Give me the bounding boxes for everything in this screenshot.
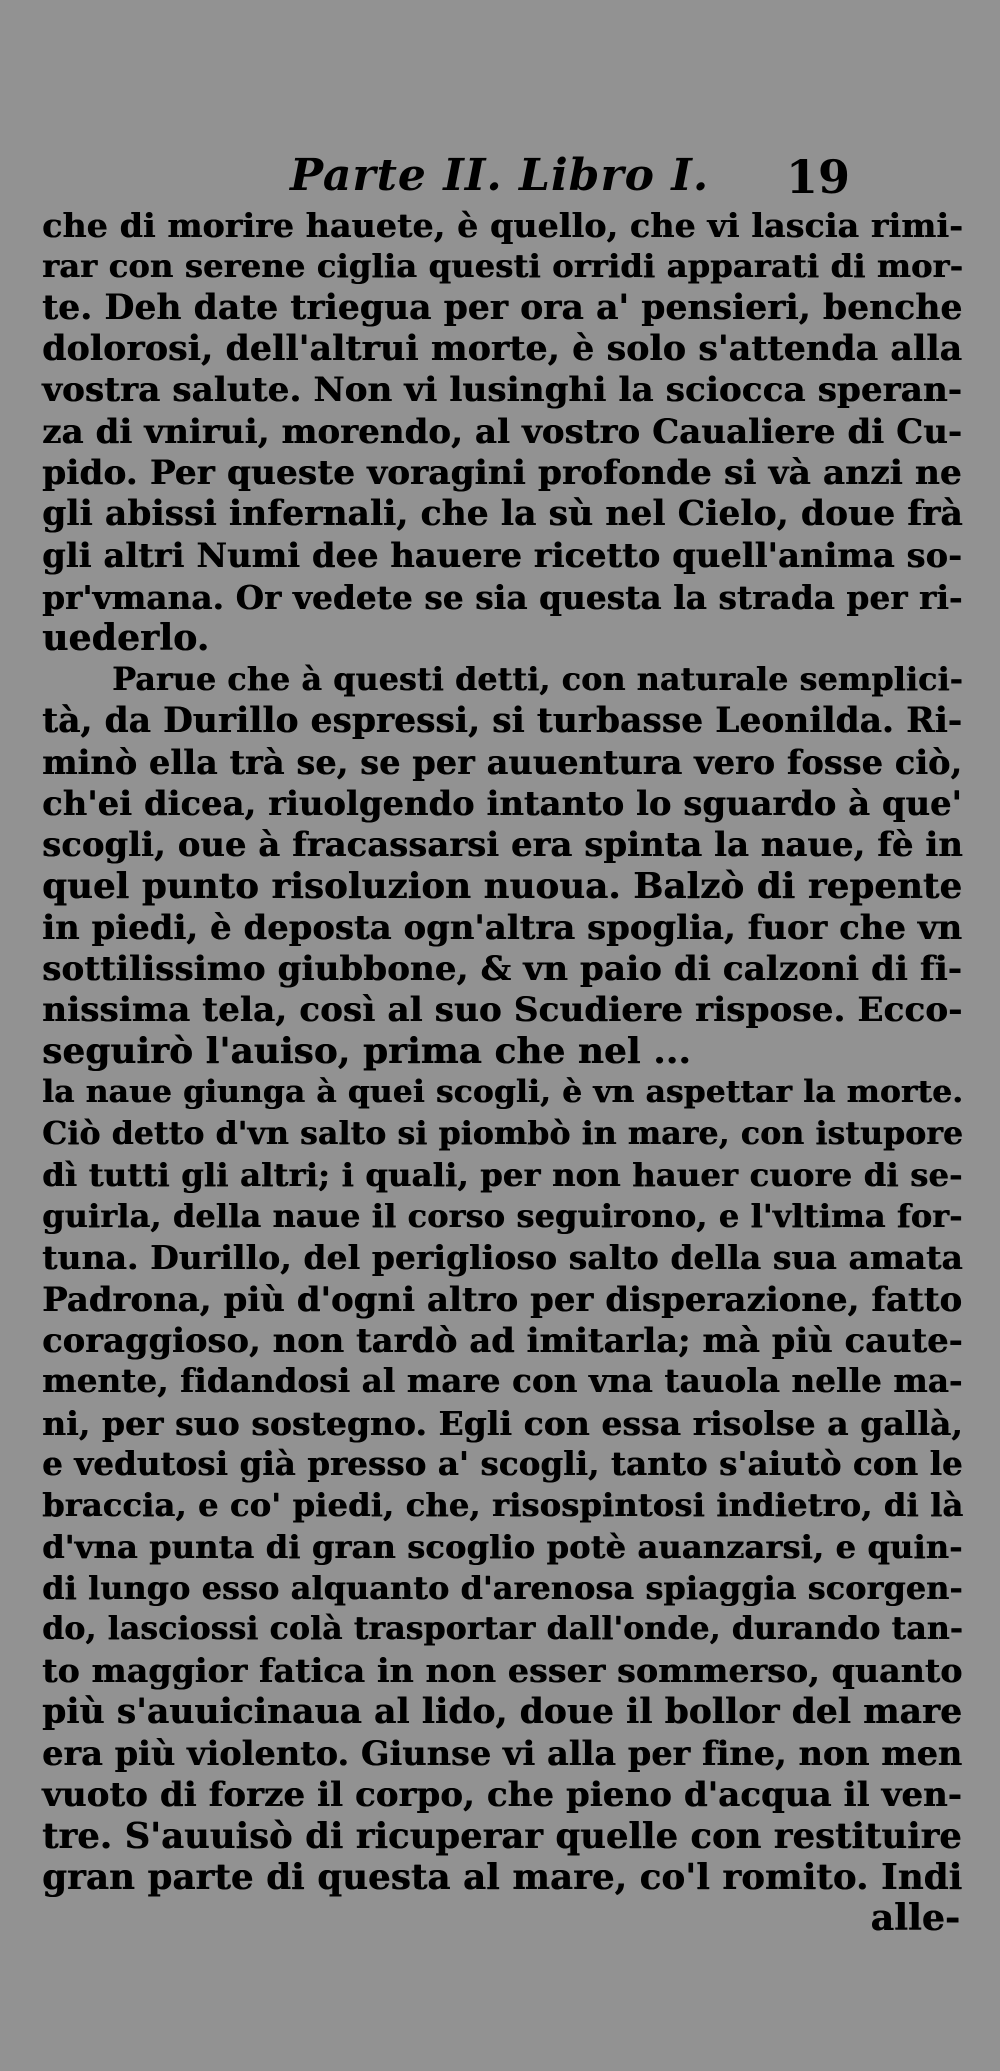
- text-line: tà, da Durillo espressi, si turbasse Leonilda. Ri-: [42, 700, 963, 741]
- text-line: to maggior fatica in non esser sommerso, quanto: [42, 1651, 963, 1691]
- text-line: ch'ei dicea, riuolgendo intanto lo sguardo à que': [42, 784, 962, 824]
- text-line: gli abissi infernali, che la sù nel Cielo, doue frà: [42, 494, 963, 535]
- text-line: tuna. Durillo, del perigliosо salto della sua amata: [42, 1238, 963, 1278]
- text-line: braccia, e co' piedi, che, risospintosi indietro, di là: [42, 1486, 964, 1525]
- running-title: Parte II. Libro I.: [290, 150, 710, 201]
- text-line: guirla, della naue il corso seguirono, e l'vltima for-: [42, 1197, 963, 1236]
- text-line: ni, per suo sostegno. Egli con essa risolse a gallà,: [42, 1403, 963, 1443]
- text-line: pido. Per queste voragini profonde si và anzi ne: [42, 452, 962, 493]
- text-line: rar con serene ciglia questi orridi apparati di mor-: [42, 247, 964, 286]
- text-line: vostra salute. Non vi lusinghi la sciocca speran-: [42, 370, 962, 411]
- text-line: za di vnirui, morendo, al vostro Caualiere di Cu-: [42, 411, 963, 452]
- text-line: coraggioso, non tardò ad imitarla; mà più caute-: [42, 1321, 963, 1361]
- text-line: seguirò l'auiso, prima che nel ...: [42, 1030, 691, 1072]
- text-line: tre. S'auuisò di ricuperar quelle con restituire: [42, 1815, 962, 1857]
- text-line: e vedutosi già presso a' scogli, tanto s'aiutò con le: [42, 1444, 963, 1483]
- text-line: nissima tela, così al suo Scudiere rispose. Ecco-: [42, 989, 963, 1030]
- text-line: te. Deh date triegua per ora a' pensieri, benche: [42, 287, 963, 328]
- text-line: in piedi, è deposta ogn'altra spoglia, fuor che vn: [42, 907, 962, 948]
- text-line: Ciò detto d'vn salto si piombò in mare, con istupore: [42, 1115, 963, 1152]
- text-line: gli altri Numi dee hauere ricetto quell'anima so-: [42, 536, 963, 576]
- text-line: d'vna punta di gran scoglio potè auanzarsi, e quin-: [42, 1527, 963, 1566]
- text-line: Padrona, più d'ogni altro per disperazione, fatto: [42, 1278, 962, 1319]
- text-line: dì tutti gli altri; i quali, per non hauer cuore di se-: [42, 1155, 963, 1194]
- text-line: uederlo.: [42, 616, 210, 659]
- text-line: vuoto di forze il corpo, che pieno d'acqua il ven-: [42, 1774, 962, 1815]
- text-line: alle-: [870, 1897, 960, 1940]
- text-line: sottilissimo giubbone, & vn paio di calzoni di fi-: [42, 948, 962, 989]
- text-line: mente, fidandosi al mare con vna tauola nelle ma-: [42, 1362, 963, 1401]
- text-line: di lungo esso alquanto d'arenosa spiaggia scorgen-: [42, 1569, 963, 1607]
- text-line: minò ella trà se, se per auuentura vero fosse ciò,: [42, 742, 963, 782]
- text-line: la naue giunga à quei scogli, è vn aspettar la morte.: [42, 1074, 964, 1111]
- text-line: gran parte di questa al mare, co'l romito. Indi: [42, 1856, 963, 1898]
- page-number: 19: [785, 150, 850, 204]
- text-line: Parue che à questi detti, con naturale semplici-: [112, 661, 963, 699]
- text-line: dolorosi, dell'altrui morte, è solo s'attenda alla: [42, 328, 963, 369]
- text-line: quel punto risoluzion nuoua. Balzò di repente: [42, 865, 963, 907]
- text-line: do, lasciossi colà trasportar dall'onde, durando tan-: [42, 1611, 963, 1648]
- running-head: [290, 150, 850, 210]
- text-line: pr'vmana. Or vedete se sia questa la strada per ri-: [42, 577, 963, 617]
- text-line: scogli, oue à fracassarsi era spinta la naue, fè in: [42, 824, 963, 865]
- body-text: [42, 205, 972, 1939]
- text-line: era più violento. Giunse vi alla per fine, non men: [42, 1733, 963, 1773]
- text-line: che di morire hauete, è quello, che vi lascia rimi-: [42, 206, 963, 245]
- text-line: più s'auuicinaua al lido, doue il bollor del mare: [42, 1691, 963, 1732]
